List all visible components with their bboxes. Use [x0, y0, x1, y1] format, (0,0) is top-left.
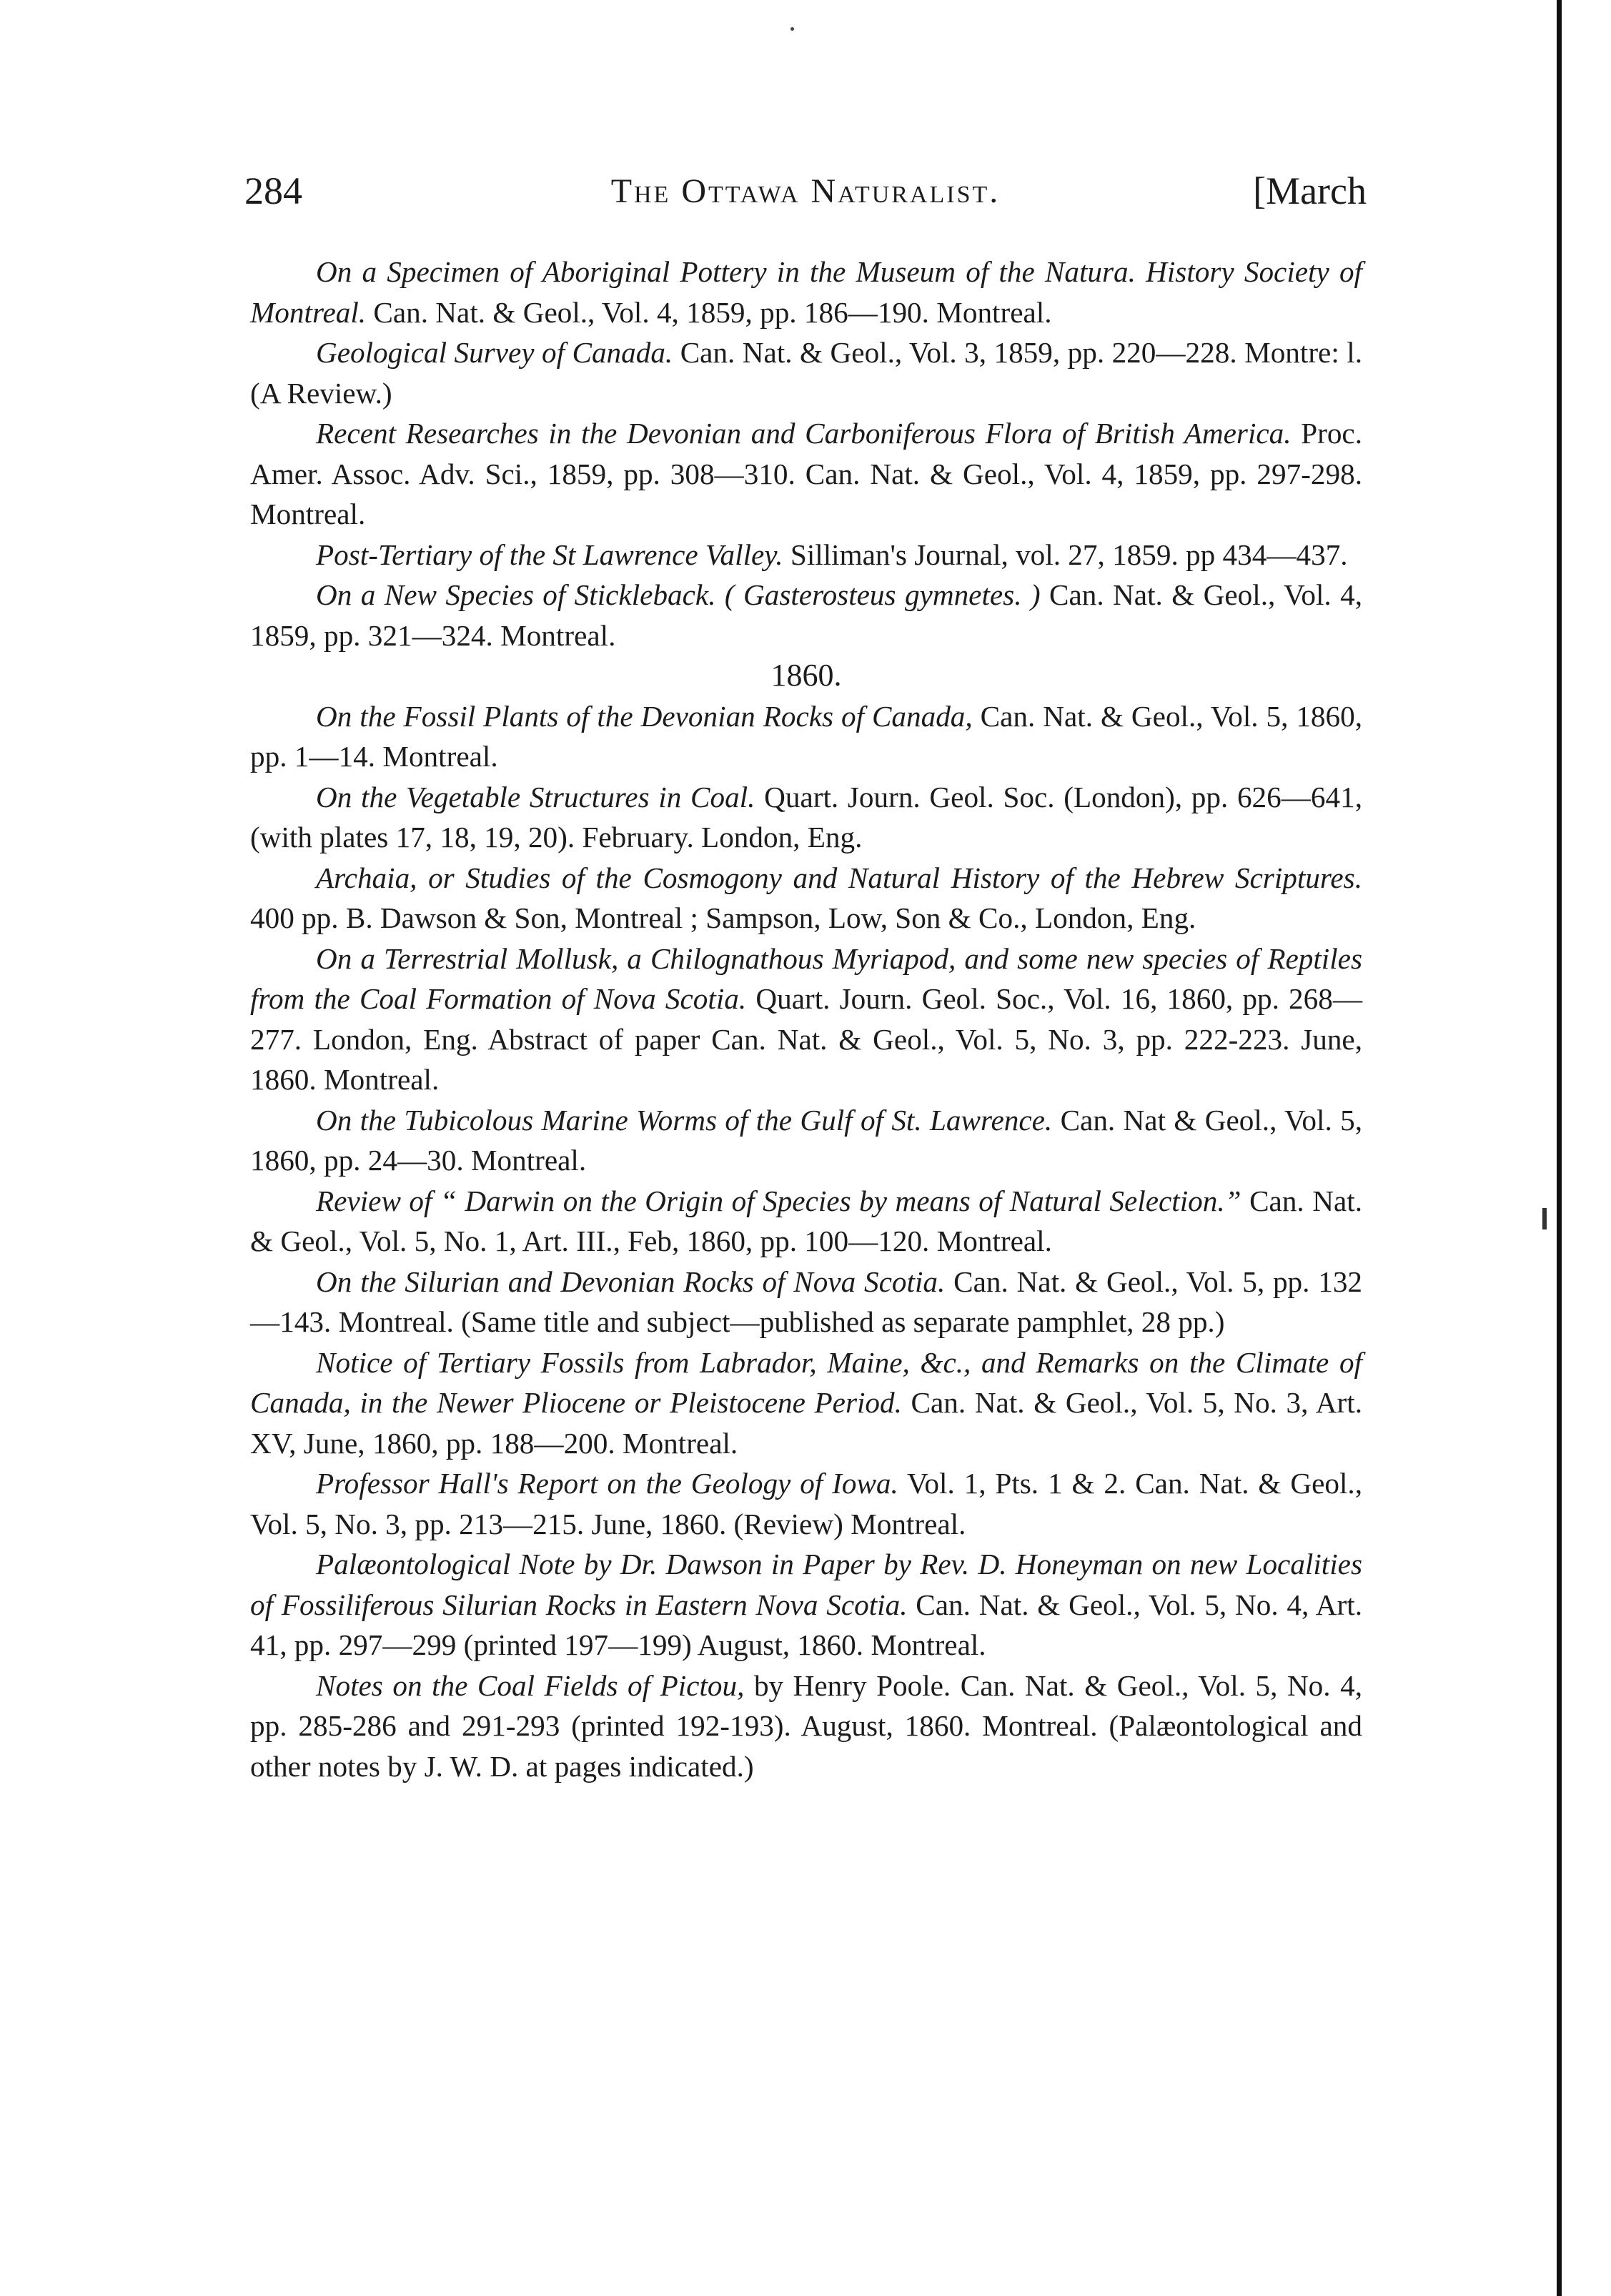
bibliography-entry [250, 1544, 1362, 1666]
bibliography-entry [250, 252, 1362, 332]
entry-citation: 400 pp. B. Dawson & Son, Montreal ; Sampson, Low, Son & Co., London, Eng. [250, 901, 1196, 934]
entry-title: Review of “ Darwin on the Origin of Species by means of Natural Selection.” [316, 1184, 1241, 1217]
bibliography-entry [250, 939, 1362, 1100]
page-header [244, 159, 1367, 230]
entries-1859 [250, 252, 1362, 655]
entry-citation: by Henry Poole. Can. Nat. & Geol., Vol. 5, No. 4, pp. 285-286 and 291-293 (printed 192-193). August, 1860. Montreal. (Palæontological and other notes by J. W. D. at pages indicated.) [250, 1668, 1362, 1783]
bibliography-entry [250, 696, 1362, 777]
entry-citation: Can. Nat. & Geol., Vol. 4, 1859, pp. 321—324. Montreal. [250, 578, 1363, 652]
scan-margin-mark [1542, 1208, 1547, 1229]
entry-citation: Can. Nat. & Geol., Vol. 4, 1859, pp. 186—190. Montreal. [373, 295, 1052, 329]
entry-citation: Can. Nat. & Geol., Vol. 5, pp. 132—143. Montreal. (Same title and subject—published as separate pamphlet, 28 pp.) [250, 1265, 1363, 1338]
entry-title: On a New Species of Stickleback. ( Gasterosteus gymnetes. ) [316, 578, 1041, 611]
scan-speck [790, 27, 794, 31]
running-title: The Ottawa Naturalist. [610, 172, 1001, 210]
bibliography-entry [250, 332, 1362, 413]
entry-citation: Can. Nat. & Geol., Vol. 5, 1860, pp. 1—14. Montreal. [250, 699, 1363, 773]
page-number: 284 [244, 169, 302, 212]
entry-citation: Can. Nat. & Geol., Vol. 5, No. 3, Art. XV, June, 1860, pp. 188—200. Montreal. [250, 1386, 1362, 1460]
entry-citation: Proc. Amer. Assoc. Adv. Sci., 1859, pp. 308—310. Can. Nat. & Geol., Vol. 4, 1859, pp. 297-298. Montreal. [250, 417, 1362, 530]
bibliography-entry [250, 413, 1362, 535]
entry-citation: Vol. 1, Pts. 1 & 2. Can. Nat. & Geol., Vol. 5, No. 3, pp. 213—215. June, 1860. (Review) Montreal. [250, 1467, 1362, 1540]
entry-title: On a Terrestrial Mollusk, a Chilognathous Myriapod, and some new species of Reptiles from the Coal Formation of Nova Scotia. [250, 941, 1362, 1015]
bibliography-entry [250, 535, 1362, 575]
entry-title: Notice of Tertiary Fossils from Labrador, Maine, &c., and Remarks on the Climate of Canada, in the Newer Pliocene or Pleistocene Period. [250, 1345, 1362, 1419]
bibliography-entry [250, 777, 1362, 858]
entry-title: Recent Researches in the Devonian and Carboniferous Flora of British America. [316, 417, 1292, 450]
entry-citation: Quart. Journ. Geol. Soc. (London), pp. 626—641, (with plates 17, 18, 19, 20). February. London, Eng. [250, 780, 1363, 853]
entry-title: On the Tubicolous Marine Worms of the Gulf of St. Lawrence. [316, 1103, 1053, 1137]
bibliography-entry [250, 1463, 1362, 1544]
entry-citation: Can. Nat. & Geol., Vol. 5, No. 1, Art. III., Feb, 1860, pp. 100—120. Montreal. [250, 1184, 1362, 1257]
bibliography-entry [250, 858, 1362, 939]
entry-citation: Silliman's Journal, vol. 27, 1859. pp 434—437. [790, 538, 1348, 571]
bibliography-entry [250, 1342, 1362, 1464]
entries-1860 [250, 696, 1362, 1787]
bibliography-entry [250, 575, 1362, 655]
entry-citation: Quart. Journ. Geol. Soc., Vol. 16, 1860, pp. 268—277. London, Eng. Abstract of paper Can. Nat. & Geol., Vol. 5, No. 3, pp. 222-223. June, 1860. Montreal. [250, 982, 1363, 1096]
running-month: [March [1253, 169, 1367, 212]
bibliography-entry [250, 1181, 1362, 1262]
entry-citation: Can. Nat. & Geol., Vol. 5, No. 4, Art. 41, pp. 297—299 (printed 197—199) August, 1860. Montreal. [250, 1588, 1363, 1661]
entry-title: Archaia, or Studies of the Cosmogony and Natural History of the Hebrew Scriptures. [316, 861, 1362, 894]
bibliography-entry [250, 1666, 1362, 1787]
bibliography-body [250, 252, 1362, 1786]
entry-title: On the Vegetable Structures in Coal. [316, 780, 755, 813]
entry-title: Notes on the Coal Fields of Pictou, [316, 1668, 745, 1702]
entry-citation: Can. Nat & Geol., Vol. 5, 1860, pp. 24—30. Montreal. [250, 1103, 1362, 1177]
scan-edge-line [1557, 0, 1562, 2296]
year-heading-1860: 1860. [770, 658, 842, 693]
entry-citation: Can. Nat. & Geol., Vol. 3, 1859, pp. 220—228. Montre: l. (A Review.) [250, 336, 1362, 410]
entry-title: Palæontological Note by Dr. Dawson in Paper by Rev. D. Honeyman on new Localities of Fossiliferous Silurian Rocks in Eastern Nova Scotia. [250, 1548, 1362, 1621]
entry-title: On the Fossil Plants of the Devonian Rocks of Canada, [316, 699, 973, 733]
bibliography-entry [250, 1100, 1362, 1181]
bibliography-entry [250, 1262, 1362, 1342]
entry-title: Geological Survey of Canada. [316, 336, 673, 369]
entry-title: Professor Hall's Report on the Geology of Iowa. [316, 1467, 898, 1500]
entry-title: On a Specimen of Aboriginal Pottery in the Museum of the Natura. History Society of Montreal. [250, 255, 1362, 329]
entry-title: Post-Tertiary of the St Lawrence Valley. [316, 538, 783, 571]
entry-title: On the Silurian and Devonian Rocks of Nova Scotia. [316, 1265, 946, 1298]
